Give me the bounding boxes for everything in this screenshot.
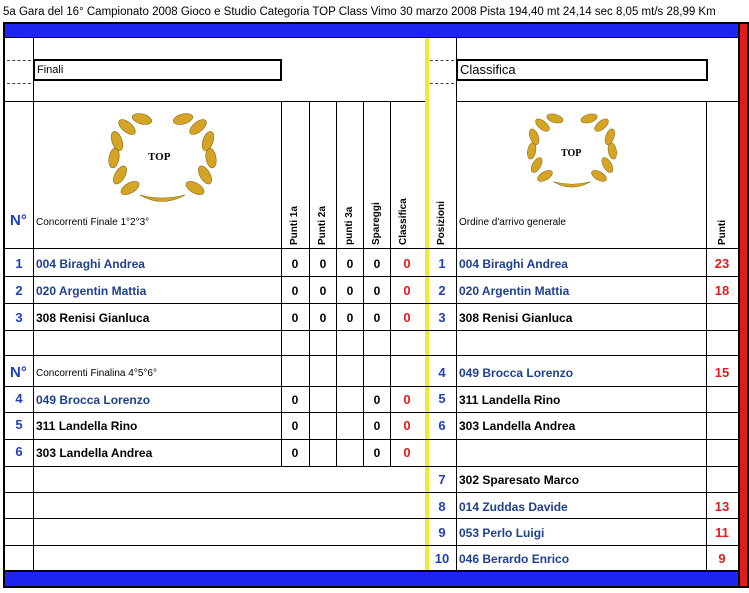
finale-row-p3: 0: [346, 257, 354, 271]
dash-right-2: [430, 83, 454, 84]
ordine-col-header: Ordine d'arrivo generale: [459, 217, 566, 228]
finalina-row-name: 049 Brocca Lorenzo: [36, 393, 151, 407]
ranking-position: 3: [438, 310, 446, 325]
finale-row-p1: 0: [291, 311, 299, 325]
col-divider-right: [456, 38, 457, 570]
finale-row-p1: 0: [291, 257, 299, 271]
n-label-finalina: N°: [10, 364, 27, 381]
header-punti-2a: Punti 2a: [317, 206, 328, 245]
ranking-position: 6: [438, 418, 446, 433]
header-punti: Punti: [717, 220, 728, 245]
logo-text: TOP: [561, 148, 582, 159]
finalina-row-name: 311 Landella Rino: [36, 419, 138, 433]
dash-left-1: [7, 60, 31, 61]
logo-text: TOP: [148, 151, 171, 163]
ranking-position: 4: [438, 365, 446, 380]
finalina-row-cl: 0: [403, 445, 411, 460]
header-spareggi: Spareggi: [371, 202, 382, 245]
n-label: N°: [10, 212, 27, 229]
bottom-blue-bar: [5, 572, 738, 586]
row-line: [5, 303, 738, 304]
top-blue-bar: [5, 24, 738, 37]
ranking-name: 311 Landella Rino: [459, 393, 561, 407]
finalina-row-p1: 0: [291, 446, 299, 460]
finale-row-name: 020 Argentin Mattia: [36, 284, 147, 298]
finale-row-cl: 0: [403, 256, 411, 271]
finalina-col-header: Concorrenti Finalina 4°5°6°: [36, 368, 157, 379]
row-line: [5, 248, 738, 249]
ranking-position: 7: [438, 472, 446, 487]
ranking-position: 1: [438, 256, 446, 271]
finale-col-header: Concorrenti Finale 1°2°3°: [36, 217, 150, 228]
finale-row-number: 1: [15, 256, 23, 271]
ranking-position: 8: [438, 499, 446, 514]
ranking-name: 046 Berardo Enrico: [459, 552, 570, 566]
finale-row-cl: 0: [403, 283, 411, 298]
finalina-row-name: 303 Landella Andrea: [36, 446, 153, 460]
finale-row-p3: 0: [346, 284, 354, 298]
classifica-label-box: Classifica: [456, 59, 708, 81]
finalina-row-number: 4: [15, 391, 23, 406]
finale-row-p3: 0: [346, 311, 354, 325]
ranking-points: 18: [714, 283, 730, 298]
finalina-row-sp: 0: [373, 446, 381, 460]
ranking-name: 020 Argentin Mattia: [459, 284, 570, 298]
finale-row-cl: 0: [403, 310, 411, 325]
col-divider-left: [33, 38, 34, 570]
row-line: [5, 355, 738, 356]
row-line: [5, 386, 738, 387]
header-classifica: Classifica: [398, 198, 409, 245]
finale-row-name: 308 Renisi Gianluca: [36, 311, 150, 325]
ranking-name: 004 Biraghi Andrea: [459, 257, 568, 271]
dash-left-2: [7, 83, 31, 84]
finale-row-sp: 0: [373, 257, 381, 271]
ranking-name: 014 Zuddas Davide: [459, 500, 568, 514]
finalina-row-number: 6: [15, 444, 23, 459]
ranking-name: 053 Perlo Luigi: [459, 526, 545, 540]
finale-row-p2: 0: [319, 311, 327, 325]
finale-row-sp: 0: [373, 311, 381, 325]
row-line: [5, 439, 738, 440]
race-title: 5a Gara del 16° Campionato 2008 Gioco e Studio Categoria TOP Class Vimo 30 marzo 2008 Pista 194,40 mt 24,14 sec 8,05 mt/s 28,99 Km: [3, 6, 716, 18]
ranking-name: 302 Sparesato Marco: [459, 473, 580, 487]
finalina-row-cl: 0: [403, 418, 411, 433]
row-line: [5, 330, 738, 331]
finalina-row-p1: 0: [291, 393, 299, 407]
row-line: [5, 492, 738, 493]
finalina-row-cl: 0: [403, 392, 411, 407]
finale-row-number: 2: [15, 283, 23, 298]
ranking-position: 2: [438, 283, 446, 298]
finale-row-number: 3: [15, 310, 23, 325]
finalina-row-p1: 0: [291, 419, 299, 433]
ranking-position: 10: [434, 551, 450, 566]
ranking-points: 13: [714, 499, 730, 514]
finalina-row-sp: 0: [373, 393, 381, 407]
row-line: [5, 466, 738, 467]
ranking-name: 049 Brocca Lorenzo: [459, 366, 574, 380]
ranking-name: 308 Renisi Gianluca: [459, 311, 573, 325]
row-line: [5, 412, 738, 413]
finale-row-name: 004 Biraghi Andrea: [36, 257, 145, 271]
finale-row-sp: 0: [373, 284, 381, 298]
row-line: [5, 276, 738, 277]
dash-right-1: [430, 60, 454, 61]
finale-row-p2: 0: [319, 257, 327, 271]
ranking-points: 11: [715, 525, 729, 540]
ranking-points: 23: [714, 256, 730, 271]
finalina-row-number: 5: [15, 417, 23, 432]
center-yellow-divider: [425, 38, 429, 570]
ranking-position: 9: [438, 525, 446, 540]
finale-row-p2: 0: [319, 284, 327, 298]
ranking-name: 303 Landella Andrea: [459, 419, 576, 433]
header-posizioni: Posizioni: [436, 201, 447, 245]
header-top-line-right: [456, 101, 738, 102]
finali-label-box: Finali: [33, 59, 282, 81]
row-line: [5, 545, 738, 546]
right-red-bar: [740, 24, 747, 586]
header-punti-3a: punti 3a: [344, 206, 355, 245]
ranking-position: 5: [438, 391, 446, 406]
ranking-points: 15: [714, 365, 730, 380]
header-top-line: [5, 101, 425, 102]
finale-row-p1: 0: [291, 284, 299, 298]
row-line: [5, 518, 738, 519]
header-punti-1a: Punti 1a: [289, 206, 300, 245]
finalina-row-sp: 0: [373, 419, 381, 433]
ranking-points: 9: [718, 551, 726, 566]
